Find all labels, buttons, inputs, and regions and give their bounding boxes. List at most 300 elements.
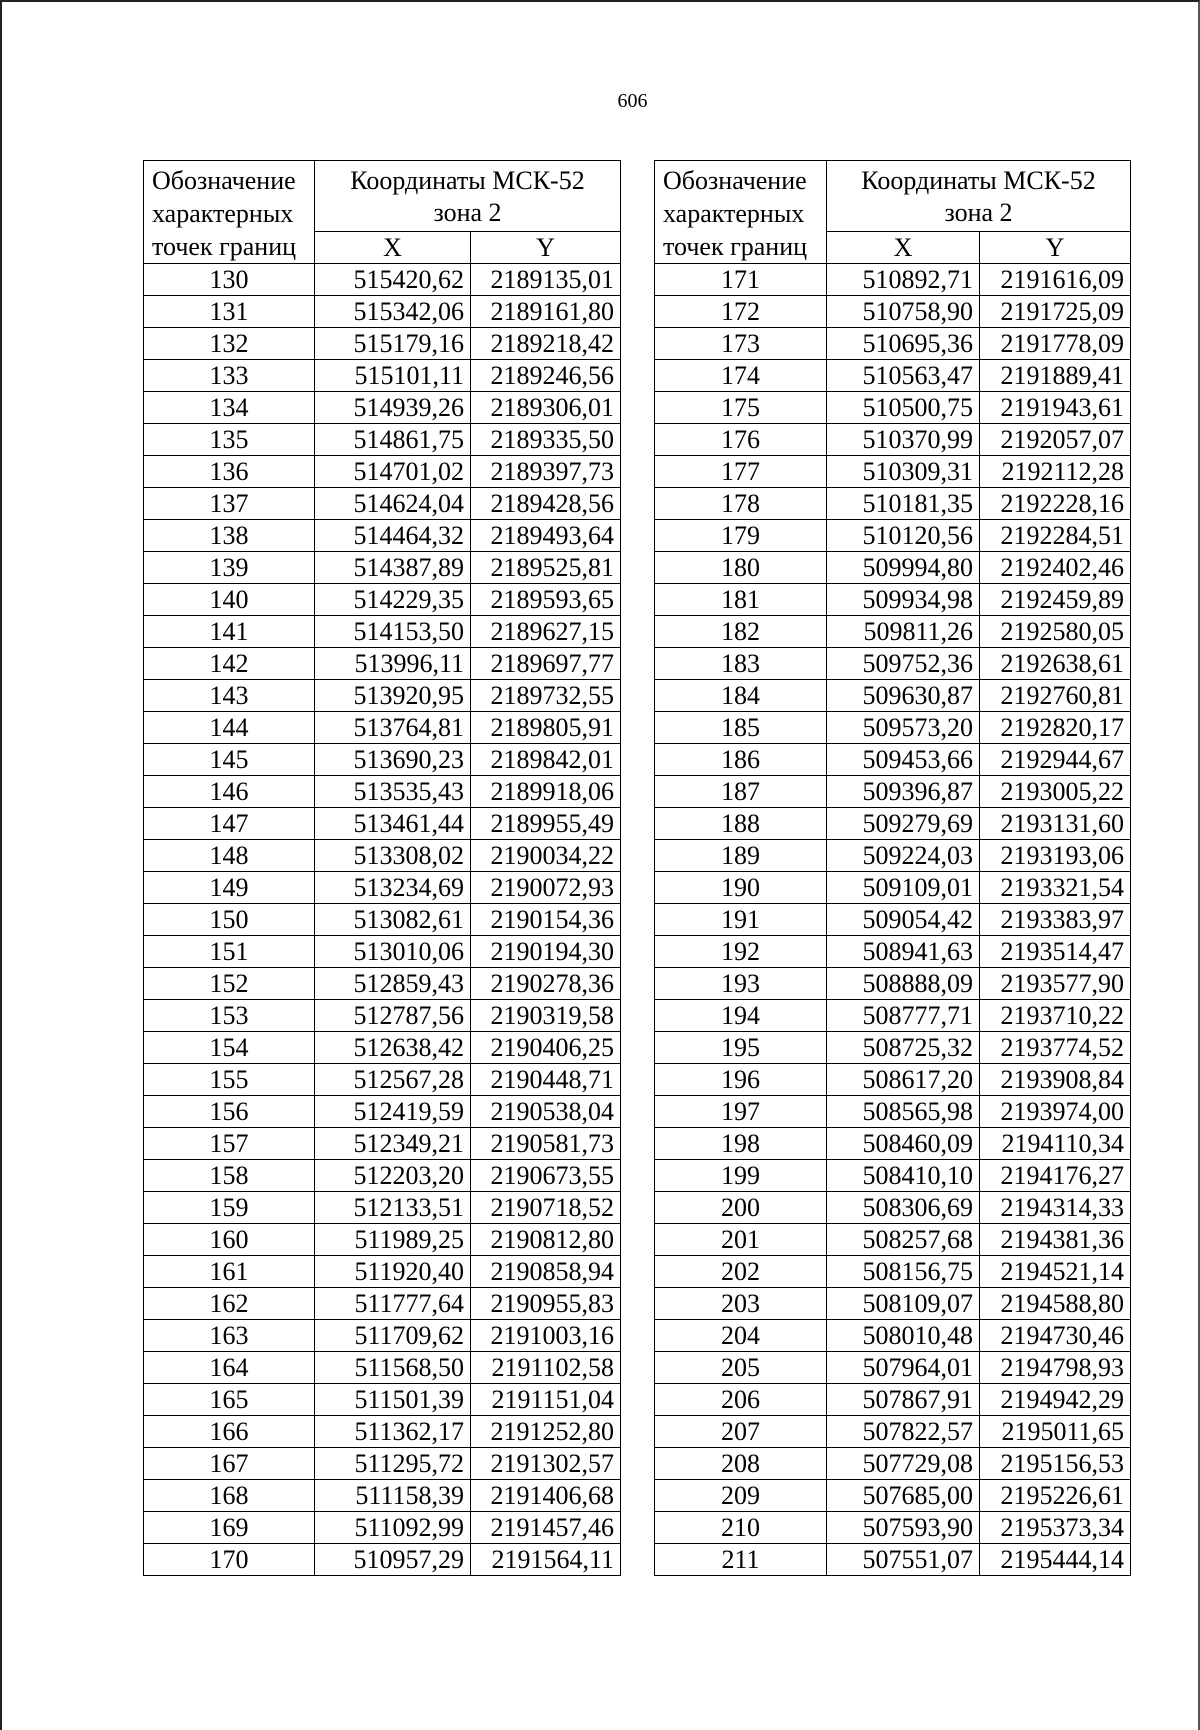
table-row xyxy=(655,1352,1131,1384)
table-row xyxy=(144,1320,621,1352)
point-id-cell: 207 xyxy=(655,1416,827,1448)
table-row xyxy=(655,264,1131,296)
y-coordinate-cell: 2193514,47 xyxy=(980,936,1131,968)
table-row xyxy=(655,840,1131,872)
y-coordinate-cell: 2189525,81 xyxy=(471,552,621,584)
y-coordinate-cell: 2189955,49 xyxy=(471,808,621,840)
header-coordinates xyxy=(315,161,621,232)
point-id-cell: 171 xyxy=(655,264,827,296)
table-row xyxy=(655,1128,1131,1160)
table-row xyxy=(144,680,621,712)
table-row xyxy=(655,360,1131,392)
point-id-cell: 152 xyxy=(144,968,315,1000)
x-coordinate-cell: 515420,62 xyxy=(315,264,471,296)
x-coordinate-cell: 509453,66 xyxy=(827,744,980,776)
y-coordinate-cell: 2189428,56 xyxy=(471,488,621,520)
x-coordinate-cell: 510181,35 xyxy=(827,488,980,520)
table-row xyxy=(655,392,1131,424)
x-coordinate-cell: 509934,98 xyxy=(827,584,980,616)
table-row xyxy=(144,328,621,360)
y-coordinate-cell: 2194730,46 xyxy=(980,1320,1131,1352)
table-row xyxy=(655,968,1131,1000)
y-coordinate-cell: 2194798,93 xyxy=(980,1352,1131,1384)
table-row xyxy=(655,712,1131,744)
point-id-cell: 132 xyxy=(144,328,315,360)
point-id-cell: 211 xyxy=(655,1544,827,1576)
point-id-cell: 164 xyxy=(144,1352,315,1384)
x-coordinate-cell: 514153,50 xyxy=(315,616,471,648)
point-id-cell: 153 xyxy=(144,1000,315,1032)
table-row xyxy=(655,456,1131,488)
x-coordinate-cell: 511777,64 xyxy=(315,1288,471,1320)
y-coordinate-cell: 2189697,77 xyxy=(471,648,621,680)
table-row xyxy=(655,424,1131,456)
x-coordinate-cell: 514464,32 xyxy=(315,520,471,552)
x-coordinate-cell: 509109,01 xyxy=(827,872,980,904)
table-row xyxy=(655,1544,1131,1576)
table-row xyxy=(655,872,1131,904)
point-id-cell: 188 xyxy=(655,808,827,840)
y-coordinate-cell: 2192228,16 xyxy=(980,488,1131,520)
x-coordinate-cell: 508565,98 xyxy=(827,1096,980,1128)
table-row xyxy=(655,520,1131,552)
table-row xyxy=(144,712,621,744)
page-number: 606 xyxy=(617,90,648,112)
point-id-cell: 210 xyxy=(655,1512,827,1544)
y-coordinate-cell: 2191889,41 xyxy=(980,360,1131,392)
table-row xyxy=(655,1448,1131,1480)
table-row xyxy=(655,1096,1131,1128)
x-coordinate-cell: 509994,80 xyxy=(827,552,980,584)
y-coordinate-cell: 2194314,33 xyxy=(980,1192,1131,1224)
x-coordinate-cell: 508460,09 xyxy=(827,1128,980,1160)
x-coordinate-cell: 515342,06 xyxy=(315,296,471,328)
y-coordinate-cell: 2192402,46 xyxy=(980,552,1131,584)
table-row xyxy=(655,1480,1131,1512)
table-row xyxy=(655,776,1131,808)
table-row xyxy=(655,1160,1131,1192)
table-row xyxy=(144,840,621,872)
y-coordinate-cell: 2193005,22 xyxy=(980,776,1131,808)
point-id-cell: 131 xyxy=(144,296,315,328)
point-id-cell: 154 xyxy=(144,1032,315,1064)
point-id-cell: 178 xyxy=(655,488,827,520)
y-coordinate-cell: 2190955,83 xyxy=(471,1288,621,1320)
y-coordinate-cell: 2191616,09 xyxy=(980,264,1131,296)
y-coordinate-cell: 2193974,00 xyxy=(980,1096,1131,1128)
table-row xyxy=(144,1384,621,1416)
table-row xyxy=(144,264,621,296)
y-coordinate-cell: 2189397,73 xyxy=(471,456,621,488)
point-id-cell: 181 xyxy=(655,584,827,616)
y-coordinate-cell: 2190538,04 xyxy=(471,1096,621,1128)
y-coordinate-cell: 2190718,52 xyxy=(471,1192,621,1224)
point-id-cell: 133 xyxy=(144,360,315,392)
header-point-label xyxy=(144,161,315,264)
table-row xyxy=(144,616,621,648)
x-coordinate-cell: 511989,25 xyxy=(315,1224,471,1256)
x-coordinate-cell: 510309,31 xyxy=(827,456,980,488)
y-coordinate-cell: 2195226,61 xyxy=(980,1480,1131,1512)
point-id-cell: 209 xyxy=(655,1480,827,1512)
y-coordinate-cell: 2190319,58 xyxy=(471,1000,621,1032)
point-id-cell: 200 xyxy=(655,1192,827,1224)
y-coordinate-cell: 2189918,06 xyxy=(471,776,621,808)
header-x: X xyxy=(315,232,471,264)
point-id-cell: 159 xyxy=(144,1192,315,1224)
point-id-cell: 193 xyxy=(655,968,827,1000)
point-id-cell: 179 xyxy=(655,520,827,552)
y-coordinate-cell: 2193131,60 xyxy=(980,808,1131,840)
y-coordinate-cell: 2195011,65 xyxy=(980,1416,1131,1448)
x-coordinate-cell: 513535,43 xyxy=(315,776,471,808)
point-id-cell: 168 xyxy=(144,1480,315,1512)
table-row xyxy=(144,1448,621,1480)
x-coordinate-cell: 508725,32 xyxy=(827,1032,980,1064)
x-coordinate-cell: 514387,89 xyxy=(315,552,471,584)
x-coordinate-cell: 513010,06 xyxy=(315,936,471,968)
point-id-cell: 156 xyxy=(144,1096,315,1128)
header-label-line1: Обозначение xyxy=(663,166,807,195)
x-coordinate-cell: 510370,99 xyxy=(827,424,980,456)
table-row xyxy=(144,584,621,616)
table-row xyxy=(144,1032,621,1064)
point-id-cell: 163 xyxy=(144,1320,315,1352)
table-row xyxy=(144,648,621,680)
point-id-cell: 165 xyxy=(144,1384,315,1416)
x-coordinate-cell: 509224,03 xyxy=(827,840,980,872)
y-coordinate-cell: 2194110,34 xyxy=(980,1128,1131,1160)
point-id-cell: 177 xyxy=(655,456,827,488)
x-coordinate-cell: 513082,61 xyxy=(315,904,471,936)
y-coordinate-cell: 2195444,14 xyxy=(980,1544,1131,1576)
x-coordinate-cell: 509630,87 xyxy=(827,680,980,712)
header-coords-line2: зона 2 xyxy=(433,198,502,227)
x-coordinate-cell: 512638,42 xyxy=(315,1032,471,1064)
x-coordinate-cell: 509054,42 xyxy=(827,904,980,936)
y-coordinate-cell: 2190448,71 xyxy=(471,1064,621,1096)
y-coordinate-cell: 2189135,01 xyxy=(471,264,621,296)
y-coordinate-cell: 2191302,57 xyxy=(471,1448,621,1480)
table-row xyxy=(144,1064,621,1096)
y-coordinate-cell: 2191457,46 xyxy=(471,1512,621,1544)
y-coordinate-cell: 2194588,80 xyxy=(980,1288,1131,1320)
x-coordinate-cell: 513920,95 xyxy=(315,680,471,712)
table-row xyxy=(655,584,1131,616)
table-row xyxy=(655,1256,1131,1288)
header-point-label xyxy=(655,161,827,264)
x-coordinate-cell: 507685,00 xyxy=(827,1480,980,1512)
x-coordinate-cell: 511295,72 xyxy=(315,1448,471,1480)
point-id-cell: 144 xyxy=(144,712,315,744)
point-id-cell: 184 xyxy=(655,680,827,712)
x-coordinate-cell: 511158,39 xyxy=(315,1480,471,1512)
y-coordinate-cell: 2192580,05 xyxy=(980,616,1131,648)
y-coordinate-cell: 2189627,15 xyxy=(471,616,621,648)
y-coordinate-cell: 2189732,55 xyxy=(471,680,621,712)
header-y: Y xyxy=(471,232,621,264)
table-row xyxy=(144,488,621,520)
y-coordinate-cell: 2191943,61 xyxy=(980,392,1131,424)
y-coordinate-cell: 2195156,53 xyxy=(980,1448,1131,1480)
table-row xyxy=(655,1032,1131,1064)
point-id-cell: 142 xyxy=(144,648,315,680)
y-coordinate-cell: 2190034,22 xyxy=(471,840,621,872)
point-id-cell: 187 xyxy=(655,776,827,808)
y-coordinate-cell: 2191252,80 xyxy=(471,1416,621,1448)
x-coordinate-cell: 515179,16 xyxy=(315,328,471,360)
x-coordinate-cell: 509811,26 xyxy=(827,616,980,648)
x-coordinate-cell: 509396,87 xyxy=(827,776,980,808)
y-coordinate-cell: 2193577,90 xyxy=(980,968,1131,1000)
x-coordinate-cell: 513234,69 xyxy=(315,872,471,904)
y-coordinate-cell: 2191725,09 xyxy=(980,296,1131,328)
point-id-cell: 186 xyxy=(655,744,827,776)
y-coordinate-cell: 2190194,30 xyxy=(471,936,621,968)
x-coordinate-cell: 514229,35 xyxy=(315,584,471,616)
point-id-cell: 174 xyxy=(655,360,827,392)
y-coordinate-cell: 2193710,22 xyxy=(980,1000,1131,1032)
x-coordinate-cell: 514701,02 xyxy=(315,456,471,488)
y-coordinate-cell: 2190812,80 xyxy=(471,1224,621,1256)
x-coordinate-cell: 512787,56 xyxy=(315,1000,471,1032)
table-row xyxy=(144,808,621,840)
point-id-cell: 162 xyxy=(144,1288,315,1320)
point-id-cell: 175 xyxy=(655,392,827,424)
x-coordinate-cell: 513690,23 xyxy=(315,744,471,776)
table-row xyxy=(655,936,1131,968)
y-coordinate-cell: 2189161,80 xyxy=(471,296,621,328)
y-coordinate-cell: 2189218,42 xyxy=(471,328,621,360)
table-row xyxy=(655,808,1131,840)
point-id-cell: 141 xyxy=(144,616,315,648)
point-id-cell: 147 xyxy=(144,808,315,840)
point-id-cell: 202 xyxy=(655,1256,827,1288)
y-coordinate-cell: 2189593,65 xyxy=(471,584,621,616)
x-coordinate-cell: 510563,47 xyxy=(827,360,980,392)
point-id-cell: 151 xyxy=(144,936,315,968)
table-row xyxy=(655,904,1131,936)
point-id-cell: 140 xyxy=(144,584,315,616)
point-id-cell: 167 xyxy=(144,1448,315,1480)
table-row xyxy=(144,776,621,808)
table-row xyxy=(144,1096,621,1128)
point-id-cell: 203 xyxy=(655,1288,827,1320)
y-coordinate-cell: 2190673,55 xyxy=(471,1160,621,1192)
point-id-cell: 185 xyxy=(655,712,827,744)
y-coordinate-cell: 2192284,51 xyxy=(980,520,1131,552)
y-coordinate-cell: 2194521,14 xyxy=(980,1256,1131,1288)
point-id-cell: 149 xyxy=(144,872,315,904)
point-id-cell: 190 xyxy=(655,872,827,904)
x-coordinate-cell: 511362,17 xyxy=(315,1416,471,1448)
x-coordinate-cell: 508109,07 xyxy=(827,1288,980,1320)
y-coordinate-cell: 2189842,01 xyxy=(471,744,621,776)
point-id-cell: 172 xyxy=(655,296,827,328)
point-id-cell: 199 xyxy=(655,1160,827,1192)
x-coordinate-cell: 512133,51 xyxy=(315,1192,471,1224)
point-id-cell: 145 xyxy=(144,744,315,776)
x-coordinate-cell: 515101,11 xyxy=(315,360,471,392)
y-coordinate-cell: 2193774,52 xyxy=(980,1032,1131,1064)
header-label-line3: точек границ xyxy=(152,232,297,261)
table-row xyxy=(655,1320,1131,1352)
point-id-cell: 183 xyxy=(655,648,827,680)
x-coordinate-cell: 508010,48 xyxy=(827,1320,980,1352)
point-id-cell: 169 xyxy=(144,1512,315,1544)
x-coordinate-cell: 514624,04 xyxy=(315,488,471,520)
x-coordinate-cell: 507867,91 xyxy=(827,1384,980,1416)
y-coordinate-cell: 2191564,11 xyxy=(471,1544,621,1576)
x-coordinate-cell: 508777,71 xyxy=(827,1000,980,1032)
y-coordinate-cell: 2190154,36 xyxy=(471,904,621,936)
header-coords-line1: Координаты МСК-52 xyxy=(861,166,1096,195)
x-coordinate-cell: 508888,09 xyxy=(827,968,980,1000)
table-row xyxy=(144,552,621,584)
y-coordinate-cell: 2192638,61 xyxy=(980,648,1131,680)
y-coordinate-cell: 2193908,84 xyxy=(980,1064,1131,1096)
point-id-cell: 191 xyxy=(655,904,827,936)
y-coordinate-cell: 2195373,34 xyxy=(980,1512,1131,1544)
coordinates-table-right xyxy=(654,160,1131,1576)
y-coordinate-cell: 2189246,56 xyxy=(471,360,621,392)
table-row xyxy=(144,1224,621,1256)
point-id-cell: 148 xyxy=(144,840,315,872)
table-row xyxy=(655,680,1131,712)
header-coords-line1: Координаты МСК-52 xyxy=(350,166,585,195)
table-row xyxy=(655,1000,1131,1032)
point-id-cell: 143 xyxy=(144,680,315,712)
x-coordinate-cell: 510758,90 xyxy=(827,296,980,328)
table-row xyxy=(144,520,621,552)
x-coordinate-cell: 511920,40 xyxy=(315,1256,471,1288)
table-row xyxy=(144,1416,621,1448)
x-coordinate-cell: 514939,26 xyxy=(315,392,471,424)
y-coordinate-cell: 2190406,25 xyxy=(471,1032,621,1064)
y-coordinate-cell: 2189493,64 xyxy=(471,520,621,552)
table-row xyxy=(144,392,621,424)
y-coordinate-cell: 2191151,04 xyxy=(471,1384,621,1416)
table-row xyxy=(144,424,621,456)
x-coordinate-cell: 512859,43 xyxy=(315,968,471,1000)
table-row xyxy=(655,1416,1131,1448)
x-coordinate-cell: 511568,50 xyxy=(315,1352,471,1384)
y-coordinate-cell: 2192944,67 xyxy=(980,744,1131,776)
table-row xyxy=(655,552,1131,584)
point-id-cell: 170 xyxy=(144,1544,315,1576)
point-id-cell: 194 xyxy=(655,1000,827,1032)
y-coordinate-cell: 2192112,28 xyxy=(980,456,1131,488)
point-id-cell: 205 xyxy=(655,1352,827,1384)
table-row xyxy=(655,1064,1131,1096)
point-id-cell: 158 xyxy=(144,1160,315,1192)
x-coordinate-cell: 509279,69 xyxy=(827,808,980,840)
y-coordinate-cell: 2194176,27 xyxy=(980,1160,1131,1192)
x-coordinate-cell: 508410,10 xyxy=(827,1160,980,1192)
coordinates-table-left xyxy=(143,160,621,1576)
point-id-cell: 146 xyxy=(144,776,315,808)
y-coordinate-cell: 2189805,91 xyxy=(471,712,621,744)
x-coordinate-cell: 509752,36 xyxy=(827,648,980,680)
point-id-cell: 134 xyxy=(144,392,315,424)
x-coordinate-cell: 510892,71 xyxy=(827,264,980,296)
point-id-cell: 173 xyxy=(655,328,827,360)
point-id-cell: 137 xyxy=(144,488,315,520)
x-coordinate-cell: 509573,20 xyxy=(827,712,980,744)
point-id-cell: 136 xyxy=(144,456,315,488)
x-coordinate-cell: 512203,20 xyxy=(315,1160,471,1192)
y-coordinate-cell: 2191102,58 xyxy=(471,1352,621,1384)
x-coordinate-cell: 507551,07 xyxy=(827,1544,980,1576)
table-row xyxy=(655,1512,1131,1544)
table-row xyxy=(144,1544,621,1576)
point-id-cell: 161 xyxy=(144,1256,315,1288)
x-coordinate-cell: 507964,01 xyxy=(827,1352,980,1384)
table-row xyxy=(144,968,621,1000)
y-coordinate-cell: 2194942,29 xyxy=(980,1384,1131,1416)
x-coordinate-cell: 508156,75 xyxy=(827,1256,980,1288)
y-coordinate-cell: 2190072,93 xyxy=(471,872,621,904)
point-id-cell: 182 xyxy=(655,616,827,648)
x-coordinate-cell: 510957,29 xyxy=(315,1544,471,1576)
point-id-cell: 176 xyxy=(655,424,827,456)
table-row xyxy=(144,360,621,392)
table-row xyxy=(144,1256,621,1288)
x-coordinate-cell: 508941,63 xyxy=(827,936,980,968)
x-coordinate-cell: 510120,56 xyxy=(827,520,980,552)
table-row xyxy=(655,1192,1131,1224)
header-label-line2: характерных xyxy=(663,199,805,228)
point-id-cell: 189 xyxy=(655,840,827,872)
table-row xyxy=(144,456,621,488)
table-row xyxy=(655,616,1131,648)
x-coordinate-cell: 513996,11 xyxy=(315,648,471,680)
y-coordinate-cell: 2192057,07 xyxy=(980,424,1131,456)
header-label-line1: Обозначение xyxy=(152,166,296,195)
x-coordinate-cell: 513764,81 xyxy=(315,712,471,744)
table-row xyxy=(655,1288,1131,1320)
table-row xyxy=(144,744,621,776)
x-coordinate-cell: 507822,57 xyxy=(827,1416,980,1448)
table-row xyxy=(655,648,1131,680)
x-coordinate-cell: 511501,39 xyxy=(315,1384,471,1416)
table-row xyxy=(144,904,621,936)
header-coords-line2: зона 2 xyxy=(944,198,1013,227)
table-row xyxy=(655,1224,1131,1256)
y-coordinate-cell: 2192459,89 xyxy=(980,584,1131,616)
point-id-cell: 208 xyxy=(655,1448,827,1480)
table-row xyxy=(144,1192,621,1224)
table-row xyxy=(655,296,1131,328)
point-id-cell: 138 xyxy=(144,520,315,552)
table-row xyxy=(144,1000,621,1032)
x-coordinate-cell: 512349,21 xyxy=(315,1128,471,1160)
x-coordinate-cell: 507593,90 xyxy=(827,1512,980,1544)
y-coordinate-cell: 2192760,81 xyxy=(980,680,1131,712)
table-row xyxy=(144,1288,621,1320)
y-coordinate-cell: 2191003,16 xyxy=(471,1320,621,1352)
point-id-cell: 195 xyxy=(655,1032,827,1064)
y-coordinate-cell: 2191778,09 xyxy=(980,328,1131,360)
table-row xyxy=(144,1352,621,1384)
x-coordinate-cell: 513461,44 xyxy=(315,808,471,840)
table-row xyxy=(144,872,621,904)
y-coordinate-cell: 2192820,17 xyxy=(980,712,1131,744)
x-coordinate-cell: 508617,20 xyxy=(827,1064,980,1096)
point-id-cell: 166 xyxy=(144,1416,315,1448)
header-label-line3: точек границ xyxy=(663,232,808,261)
point-id-cell: 196 xyxy=(655,1064,827,1096)
